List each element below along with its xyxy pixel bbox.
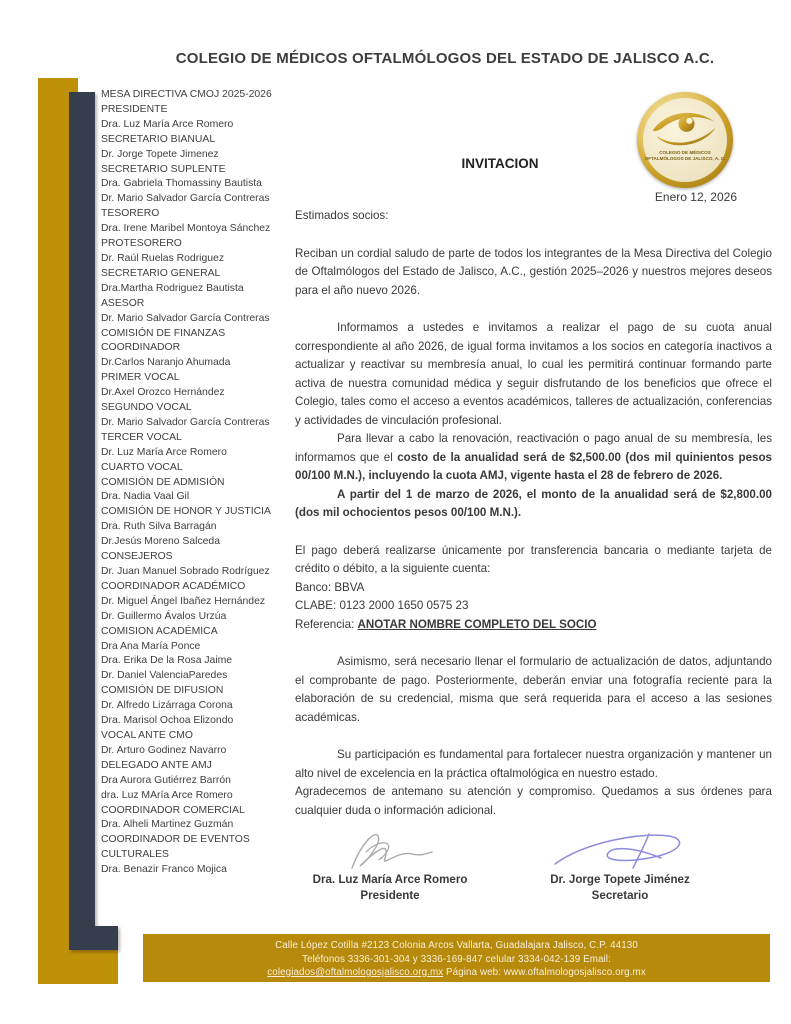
- secretary-name: Dr. Jorge Topete Jiménez: [550, 873, 690, 886]
- list-item: Dr. Mario Salvador García Contreras: [101, 416, 270, 428]
- list-item: SEGUNDO VOCAL: [101, 402, 192, 414]
- navy-accent-bar: [69, 92, 95, 926]
- list-item: COORDINADOR DE EVENTOS: [101, 834, 250, 846]
- list-item: Dra. Nadia Vaal Gil: [101, 491, 190, 503]
- list-item: Dr. Alfredo Lizárraga Corona: [101, 700, 233, 712]
- president-signature-icon: [295, 826, 485, 872]
- footer-contact-band: [143, 934, 770, 982]
- list-item: ASESOR: [101, 297, 145, 309]
- list-item: CONSEJEROS: [101, 551, 173, 563]
- list-item: Dr.Jesús Moreno Salceda: [101, 536, 220, 548]
- invitation-heading: INVITACION: [461, 156, 539, 171]
- list-item: Dr. Jorge Topete Jimenez: [101, 148, 219, 160]
- list-item: Dr.Carlos Naranjo Ahumada: [101, 357, 231, 369]
- president-name: Dra. Luz María Arce Romero: [312, 873, 468, 886]
- list-item: Dra. Erika De la Rosa Jaime: [101, 655, 233, 667]
- list-item: Dr. Luz María Arce Romero: [101, 446, 227, 458]
- fee-text-bold: costo de la anualidad será de $2,500.00 (dos mil quinientos pesos 00/100 M.N.), incluyendo la cuota AMJ, vigente hasta el 28 de febrero de 2026.: [295, 450, 773, 482]
- list-item: Dra Ana María Ponce: [101, 640, 201, 652]
- list-item: COMISIÓN DE FINANZAS: [101, 327, 226, 339]
- signature-block: [295, 826, 772, 904]
- list-item: COORDINADOR COMERCIAL: [101, 804, 245, 816]
- footer-phones: Teléfonos 3336-301-304 y 3336-169-847 celular 3334-042-139 Email:: [302, 953, 611, 965]
- list-item: PRIMER VOCAL: [101, 372, 180, 384]
- list-item: COORDINADOR: [101, 342, 181, 354]
- gold-accent-foot: [38, 950, 118, 984]
- president-role: Presidente: [360, 889, 420, 902]
- list-item: Dra Aurora Gutiérrez Barrón: [101, 774, 231, 786]
- letter-body: [295, 155, 772, 904]
- list-item: COMISIÓN DE HONOR Y JUSTICIA: [101, 506, 271, 518]
- footer-web-line: [143, 966, 770, 980]
- list-item: Dr.Axel Orozco Hernández: [101, 387, 225, 399]
- list-item: COMISIÓN DE ADMISIÓN: [101, 476, 225, 488]
- list-item: Dra.Martha Rodriguez Bautista: [101, 282, 244, 294]
- paragraph-form: Asimismo, será necesario llenar el formulario de actualización de datos, adjuntando el comprobante de pago. Posteriormente, deberán enviar una fotografía reciente para la elaboración de su credencial, misma que será requerida para el acceso a las sesiones académicas.: [295, 655, 772, 724]
- list-item: Dra. Alheli Martinez Guzmán: [101, 819, 234, 831]
- list-item: Dra. Ruth Silva Barragán: [101, 521, 217, 533]
- list-item: SECRETARIO SUPLENTE: [101, 163, 226, 175]
- list-item: Dra. Marisol Ochoa Elizondo: [101, 715, 234, 727]
- list-item: MESA DIRECTIVA CMOJ 2025-2026: [101, 89, 272, 100]
- list-item: COMISION ACADÉMICA: [101, 625, 218, 637]
- list-item: Dra. Benazir Franco Mojica: [101, 864, 227, 876]
- list-item: PROTESORERO: [101, 238, 182, 250]
- list-item: Dr. Juan Manuel Sobrado Rodríguez: [101, 566, 270, 577]
- bank-details: [295, 542, 772, 635]
- list-item: VOCAL ANTE CMO: [101, 729, 193, 741]
- list-item: Dr. Arturo Godinez Navarro: [101, 744, 227, 756]
- logo-caption-line2: OFTALMÓLOGOS DE JALISCO, A. C.: [644, 156, 726, 161]
- navy-accent-foot: [69, 926, 118, 950]
- list-item: PRESIDENTE: [101, 103, 168, 115]
- page-title: COLEGIO DE MÉDICOS OFTALMÓLOGOS DEL ESTADO DE JALISCO A.C.: [175, 50, 715, 67]
- logo-caption-line1: COLEGIO DE MÉDICOS: [659, 150, 711, 155]
- paragraph-fee: [295, 430, 772, 486]
- paragraph-thanks: Agradecemos de antemano su atención y compromiso. Quedamos a sus órdenes para cualquier duda o información adicional.: [295, 785, 772, 817]
- list-item: COMISIÓN DE DIFUSION: [101, 685, 224, 697]
- list-item: Dr. Raúl Ruelas Rodriguez: [101, 252, 225, 264]
- list-item: CULTURALES: [101, 849, 169, 861]
- list-item: Dr. Miguel Ángel Ibañez Hernández: [101, 595, 266, 607]
- list-item: TESORERO: [101, 208, 160, 220]
- list-item: Dra. Gabriela Thomassiny Bautista: [101, 178, 262, 190]
- footer-email-link[interactable]: colegiados@oftalmologosjalisco.org.mx: [267, 967, 444, 978]
- secretary-signature-icon: [525, 826, 715, 872]
- clabe-line: CLABE: 0123 2000 1650 0575 23: [295, 599, 469, 612]
- footer-website: Página web: www.oftalmologosjalisco.org.mx: [443, 967, 646, 978]
- list-item: CUARTO VOCAL: [101, 461, 183, 473]
- signature-secretary: [525, 826, 715, 904]
- letter-date: Enero 12, 2026: [654, 189, 737, 204]
- list-item: SECRETARIO GENERAL: [101, 267, 221, 279]
- list-item: dra. Luz MAría Arce Romero: [101, 789, 233, 801]
- bank-name-line: Banco: BBVA: [295, 580, 365, 594]
- fee-text-normal: Para llevar a cabo la renovación, reactivación o pago anual de su membresía, les informamos que el: [295, 432, 772, 464]
- list-item: Dra. Luz María Arce Romero: [101, 118, 234, 130]
- salutation: Estimados socios:: [295, 209, 389, 222]
- paragraph-late-fee: A partir del 1 de marzo de 2026, el monto de la anualidad será de $2,800.00 (dos mil ochocientos pesos 00/100 M.N.).: [295, 487, 772, 519]
- list-item: Dra. Irene Maribel Montoya Sánchez: [101, 223, 271, 235]
- list-item: Dr. Daniel ValenciaParedes: [101, 670, 228, 682]
- board-directory-list: [101, 88, 297, 878]
- paragraph-payment-method: El pago deberá realizarse únicamente por transferencia bancaria o mediante tarjeta de crédito o débito, a la siguiente cuenta:: [295, 543, 772, 575]
- list-item: TERCER VOCAL: [101, 431, 182, 443]
- list-item: SECRETARIO BIANUAL: [101, 133, 216, 145]
- list-item: COORDINADOR ACADÉMICO: [101, 580, 246, 592]
- list-item: Dr. Guillermo Ávalos Urzúa: [101, 610, 227, 622]
- signature-president: [295, 826, 485, 904]
- list-item: Dr. Mario Salvador García Contreras: [101, 312, 270, 324]
- reference-line: [295, 616, 772, 635]
- list-item: DELEGADO ANTE AMJ: [101, 759, 212, 771]
- reference-value: ANOTAR NOMBRE COMPLETO DEL SOCIO: [357, 617, 597, 631]
- paragraph-greeting: Reciban un cordial saludo de parte de todos los integrantes de la Mesa Directiva del Colegio de Oftalmólogos del Estado de Jalisco, A.C., gestión 2025–2026 y nuestros mejores deseos para el año nuevo 2026.: [295, 246, 772, 297]
- secretary-role: Secretario: [591, 889, 649, 902]
- paragraph-participation: Su participación es fundamental para fortalecer nuestra organización y mantener un alto nivel de excelencia en la práctica oftalmológica en nuestro estado.: [295, 748, 772, 780]
- paragraph-payment-invite: Informamos a ustedes e invitamos a realizar el pago de su cuota anual correspondiente al año 2026, de igual forma invitamos a los socios en categoría inactivos a actualizar y reactivar su membresía anual, lo cual les permitirá continuar formando parte activa de nuestra comunidad médica y seguir disfrutando de los beneficios que ofrece el Colegio, tales como el acceso a eventos académicos, talleres de actualización, conferencias y actividades de vinculación profesional.: [295, 321, 772, 427]
- eye-icon: [647, 104, 723, 148]
- footer-address: Calle López Cotilla #2123 Colonia Arcos Vallarta, Guadalajara Jalisco, C.P. 44130: [275, 940, 638, 951]
- list-item: Dr. Mario Salvador García Contreras: [101, 193, 270, 205]
- reference-label: Referencia:: [295, 617, 358, 631]
